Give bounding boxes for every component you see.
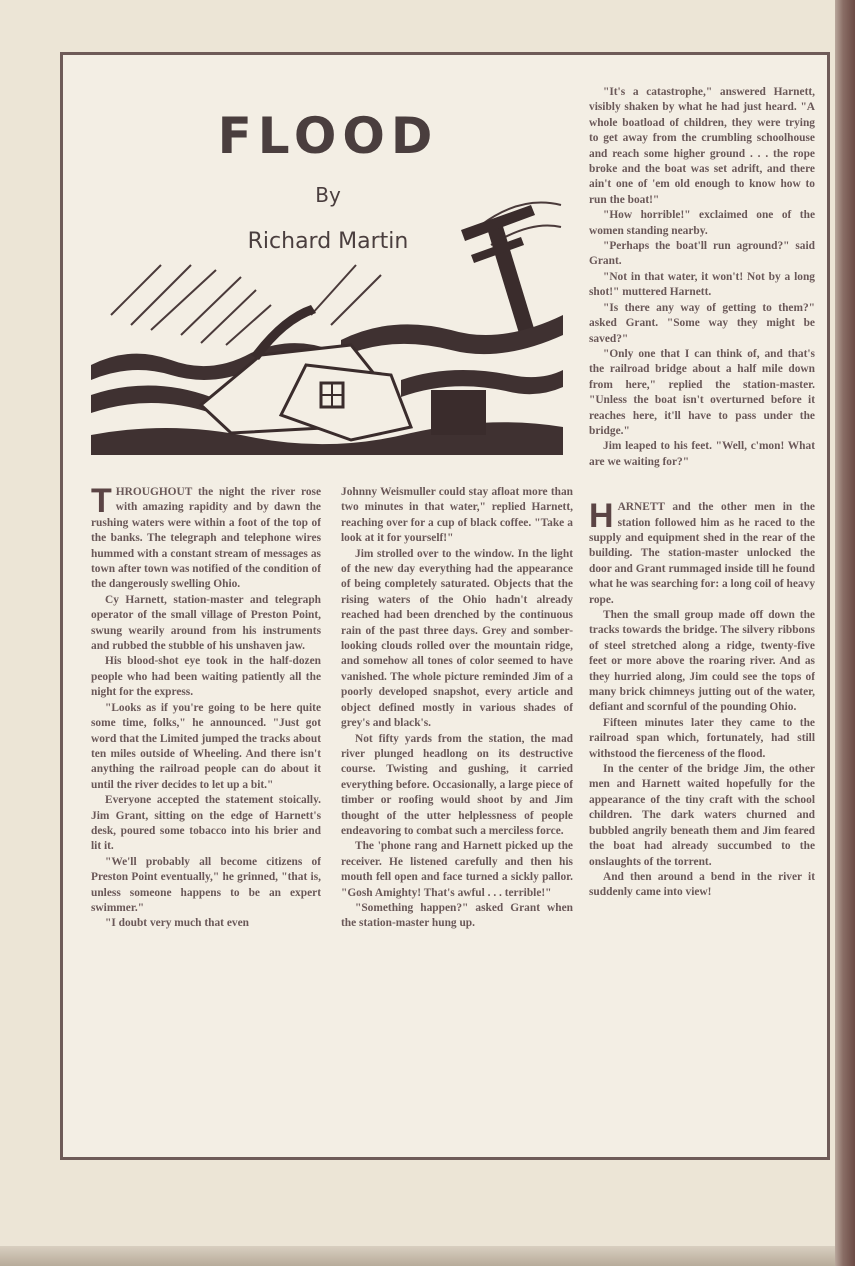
paragraph: In the center of the bridge Jim, the other men and Harnett waited hopefully for the appearance of the tiny craft with the school children. The dark waters churned and bubbled angrily beneath them and Jim feared the boat had already succumbed to the onslaughts of the torrent. [589, 763, 815, 868]
paragraph: "Is there any way of getting to them?" asked Grant. "Some way they might be saved?" [589, 301, 815, 345]
book-edge [835, 0, 855, 1266]
byline-by: By [315, 183, 341, 207]
paragraph: "It's a catastrophe," answered Harnett, visibly shaken by what he had just heard. "A whole boatload of children, they were trying to get away from the crumbling schoolhouse and reach some higher ground . . . the rope broke and the boat was set adrift, and there ain't one of 'em old enough to know how to run the boat!" [589, 86, 815, 206]
column-1 [91, 485, 321, 1135]
paragraph: "Perhaps the boat'll run aground?" said Grant. [589, 240, 815, 268]
magazine-page [60, 52, 830, 1160]
paragraph: Jim leaped to his feet. "Well, c'mon! What are we waiting for?" [589, 440, 815, 468]
section-break [589, 470, 815, 500]
paragraph: Everyone accepted the statement stoically. Jim Grant, sitting on the edge of Harnett's desk, poured some tobacco into his brier and lit it. [91, 794, 321, 853]
author-name: Richard Martin [247, 229, 409, 254]
paragraph: "Looks as if you're going to be here quite some time, folks," he announced. "Just got word that the Limited jumped the tracks about ten miles outside of Wheeling. And there isn't anything the railroad people can do about it until the river decides to let up a bit." [91, 701, 321, 791]
column-2 [341, 485, 573, 1135]
paragraph: "How horrible!" exclaimed one of the women standing nearby. [589, 209, 815, 237]
paragraph: "Something happen?" asked Grant when the station-master hung up. [341, 901, 573, 930]
paragraph: And then around a bend in the river it suddenly came into view! [589, 870, 815, 899]
paragraph: "I doubt very much that even [105, 917, 249, 930]
paragraph: "We'll probably all become citizens of Preston Point eventually," he grinned, "that is, unless someone happens to be an expert swimmer." [91, 855, 321, 914]
paragraph: Cy Harnett, station-master and telegraph operator of the small village of Preston Point, swung wearily around from his instruments and rubbed the stubble of his unshaven jaw. [91, 593, 321, 653]
paragraph: Johnny Weismuller could stay afloat more than two minutes in that water," replied Harnett, reaching over for a cup of black coffee. "Take a look at it for yourself!" [341, 486, 573, 545]
flood-illustration [91, 165, 563, 455]
paragraph: "Not in that water, it won't! Not by a long shot!" muttered Harnett. [589, 270, 815, 299]
paragraph: HARNETT and the other men in the station followed him as he raced to the supply and equipment shed in the rear of the building. The station-master unlocked the door and Grant rummaged inside till he found what he was searching for: a long coil of heavy rope. [589, 497, 815, 606]
drop-cap: H [589, 497, 614, 536]
page-bottom-edge [0, 1246, 835, 1266]
paragraph: Then the small group made off down the tracks towards the bridge. The silvery ribbons of steel stretched along a ridge, twenty-five feet or more above the roaring river. And as they hurried along, Jim could see the tops of many brick chimneys jutting out of the water, defiant and scornful of the pounding Ohio. [589, 609, 815, 714]
paragraph: Not fifty yards from the station, the mad river plunged headlong on its destructive course. Twisting and gushing, it carried everything before. Occasionally, a large piece of timber or roofing would shoot by and Jim thought of the utter helplessness of people endeavoring to combat such a merciless force. [341, 732, 573, 837]
paragraph: Fifteen minutes later they came to the railroad span which, fortunately, had still withstood the fierceness of the flood. [589, 716, 815, 760]
paragraph: Jim strolled over to the window. In the light of the new day everything had the appearance of being completely saturated. Objects that the rising waters of the Ohio hadn't already reached had been drenched by the continuous rain of the past three days. Grey and somber-looking clouds rolled over the mountain ridge, and somehow all tones of color seemed to have vanished. The whole picture reminded Jim of a poorly developed snapshot, every article and object defined mostly in various shades of grey's and black's. [341, 547, 573, 730]
drop-cap: T [91, 485, 112, 520]
column-3 [589, 85, 815, 1135]
paragraph: The 'phone rang and Harnett picked up the receiver. He listened carefully and then his mouth fell open and face turned a sickly pallor. "Gosh Amighty! That's awful . . . terrible!" [341, 840, 573, 899]
story-title: FLOOD [217, 107, 439, 165]
paragraph: His blood-shot eye took in the half-dozen people who had been waiting patiently all the night for the express. [91, 655, 321, 699]
paragraph: "Only one that I can think of, and that's the railroad bridge about a half mile down from here," replied the station-master. "Unless the boat isn't overturned before it reaches here, it'll have to pass under the bridge." [589, 347, 815, 437]
paragraph: THROUGHOUT the night the river rose with amazing rapidity and by dawn the rushing waters were within a foot of the top of the banks. The telegraph and telephone wires hummed with a constant stream of messages as town after town was notified of the condition of the dangerously swelling Ohio. [91, 485, 321, 591]
